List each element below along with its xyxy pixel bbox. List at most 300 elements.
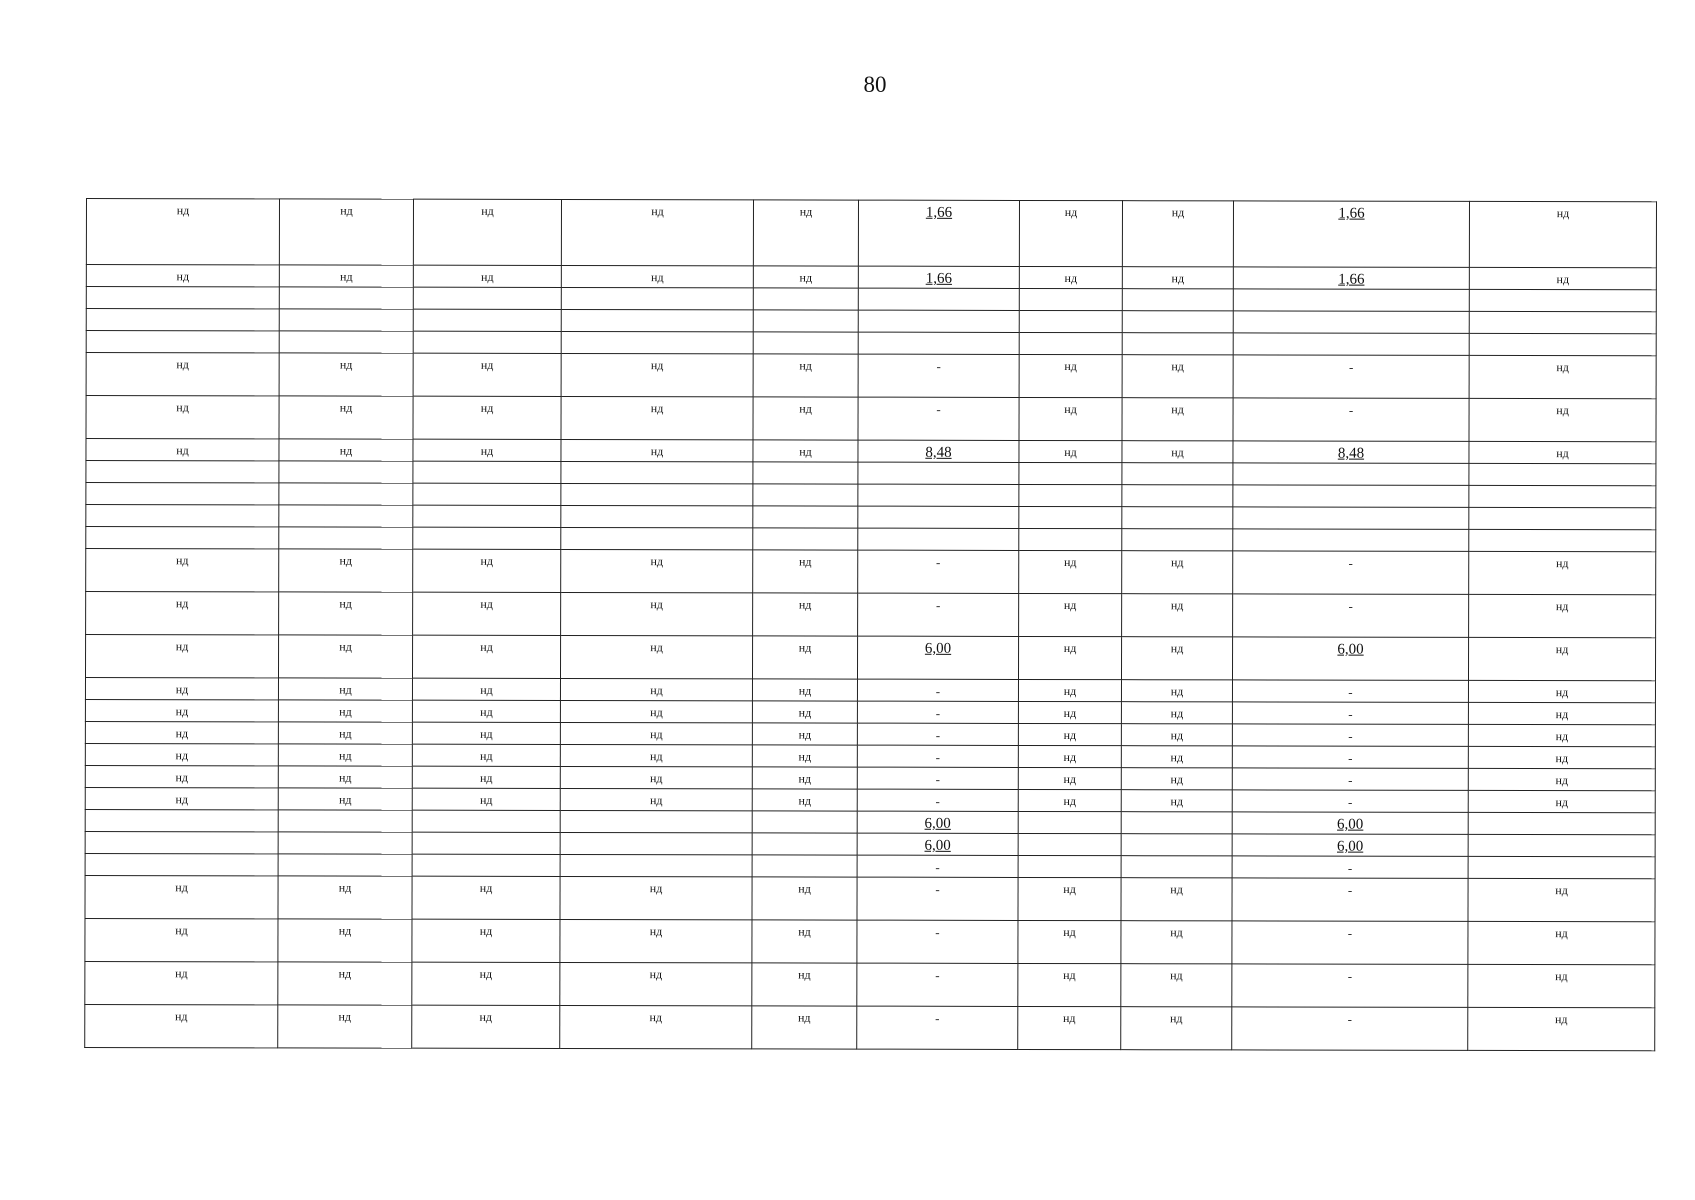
- table-cell-c6: [857, 745, 1018, 767]
- cell-value: 8,48: [925, 444, 952, 461]
- cell-value: -: [1348, 794, 1353, 810]
- cell-value: нд: [1170, 925, 1183, 940]
- cell-value: [87, 331, 279, 335]
- cell-value: нд: [1063, 925, 1076, 940]
- cell-value: [414, 288, 561, 292]
- table-cell-c1: [85, 765, 278, 787]
- cell-value: [413, 811, 560, 815]
- table-cell-c7: [1019, 528, 1122, 550]
- cell-value: -: [935, 683, 941, 699]
- table-cell-c6: [857, 1006, 1018, 1049]
- cell-value: [1234, 289, 1469, 293]
- cell-value: нд: [1170, 794, 1184, 809]
- table-cell-c5: [753, 462, 858, 484]
- cell-value: -: [935, 859, 940, 875]
- table-cell-c4: [561, 396, 753, 439]
- table-cell-c10: [1468, 680, 1655, 702]
- table-cell-c6: [858, 354, 1019, 397]
- table-cell-c5: [752, 855, 857, 877]
- cell-value: -: [935, 1010, 940, 1026]
- cell-value: -: [1347, 860, 1353, 876]
- cell-value: нд: [339, 400, 353, 415]
- table-cell-c8: [1121, 746, 1232, 768]
- cell-value: нд: [798, 683, 812, 698]
- cell-value: нд: [175, 704, 189, 719]
- cell-value: [1019, 485, 1121, 489]
- table-cell-c10: [1469, 529, 1656, 551]
- table-cell-c4: [560, 635, 752, 678]
- cell-value: нд: [175, 553, 189, 568]
- table-cell-c5: [752, 877, 857, 920]
- cell-value: нд: [1063, 882, 1076, 897]
- cell-value: [1469, 530, 1655, 534]
- table-cell-c1: [86, 331, 279, 353]
- table-cell-c6: [857, 679, 1018, 701]
- cell-value: [1020, 333, 1122, 337]
- table-body: [85, 199, 1657, 1051]
- table-cell-c10: [1469, 201, 1656, 267]
- cell-value: нд: [1556, 446, 1569, 461]
- cell-value: нд: [480, 639, 493, 654]
- table-cell-c2: [278, 1005, 412, 1048]
- cell-value: нд: [480, 400, 494, 415]
- table-cell-c4: [560, 810, 752, 832]
- cell-value: [280, 331, 413, 335]
- cell-value: 6,00: [1337, 816, 1364, 833]
- cell-value: нд: [1556, 403, 1569, 418]
- table-cell-c7: [1018, 745, 1121, 767]
- cell-value: 8,48: [1337, 445, 1365, 462]
- cell-value: нд: [1063, 794, 1077, 809]
- cell-value: нд: [650, 401, 664, 416]
- cell-value: [1122, 463, 1232, 467]
- cell-value: нд: [799, 358, 812, 373]
- cell-value: [86, 854, 278, 858]
- cell-value: нд: [1555, 926, 1568, 941]
- table-cell-c1: [85, 961, 278, 1004]
- cell-value: [86, 832, 278, 836]
- table-cell-c5: [752, 767, 857, 789]
- table-cell-c2: [278, 919, 412, 962]
- cell-value: -: [1348, 555, 1353, 571]
- table-cell-c6: [857, 855, 1018, 877]
- cell-value: нд: [175, 966, 188, 981]
- table-cell-c3: [412, 700, 560, 722]
- table-row: [85, 875, 1655, 921]
- cell-value: [1469, 813, 1655, 817]
- cell-value: [858, 507, 1018, 511]
- table-cell-c5: [752, 1006, 857, 1049]
- cell-value: [1233, 485, 1468, 489]
- table-row: [86, 461, 1656, 486]
- table-cell-c10: [1468, 768, 1655, 790]
- table-cell-c3: [413, 287, 561, 309]
- table-cell-c2: [278, 788, 412, 810]
- cell-value: нд: [176, 203, 190, 218]
- table-cell-c1: [85, 918, 278, 961]
- table-cell-c7: [1019, 310, 1122, 332]
- table-cell-c8: [1122, 551, 1233, 594]
- table-cell-c1: [86, 549, 279, 592]
- cell-value: нд: [339, 726, 352, 741]
- table-cell-c9: [1233, 398, 1469, 441]
- table-cell-c10: [1468, 724, 1655, 746]
- table-cell-c9: [1232, 724, 1468, 746]
- cell-value: нд: [175, 639, 189, 654]
- cell-value: [1019, 463, 1121, 467]
- table-row: [85, 918, 1655, 964]
- table-cell-c3: [413, 309, 561, 331]
- cell-value: нд: [798, 967, 811, 982]
- table-cell-c4: [560, 832, 752, 854]
- cell-value: [1469, 835, 1655, 839]
- cell-value: [562, 310, 753, 314]
- table-row: [85, 699, 1655, 724]
- table-cell-c5: [753, 528, 858, 550]
- table-cell-c2: [278, 722, 412, 744]
- table-cell-c5: [752, 789, 857, 811]
- cell-value: [413, 855, 560, 859]
- table-cell-c3: [412, 766, 560, 788]
- cell-value: 6,00: [924, 837, 951, 854]
- cell-value: нд: [338, 966, 352, 981]
- cell-value: [86, 810, 278, 814]
- table-cell-c1: [85, 831, 278, 853]
- table-cell-c2: [278, 854, 412, 876]
- cell-value: нд: [1555, 642, 1569, 657]
- cell-value: -: [1347, 968, 1353, 984]
- cell-value: [280, 287, 413, 291]
- table-cell-c5: [752, 920, 857, 963]
- cell-value: нд: [479, 923, 493, 938]
- table-cell-c9: [1233, 529, 1469, 551]
- cell-value: [858, 485, 1018, 489]
- cell-value: нд: [650, 727, 663, 742]
- cell-value: нд: [1064, 359, 1077, 374]
- data-table-container: [84, 198, 1656, 1051]
- cell-value: -: [935, 705, 941, 721]
- table-cell-c6: [858, 506, 1019, 528]
- table-cell-c9: [1232, 964, 1468, 1007]
- cell-value: [1470, 290, 1656, 294]
- cell-value: нд: [1063, 706, 1077, 721]
- cell-value: нд: [175, 596, 189, 611]
- cell-value: нд: [479, 880, 493, 895]
- table-cell-c1: [85, 635, 278, 678]
- table-cell-c3: [413, 592, 561, 635]
- table-cell-c9: [1233, 267, 1469, 289]
- cell-value: [561, 833, 752, 837]
- table-cell-c9: [1233, 333, 1469, 355]
- table-cell-c7: [1018, 877, 1121, 920]
- table-cell-c6: [858, 484, 1019, 506]
- table-cell-c8: [1122, 289, 1233, 311]
- cell-value: нд: [338, 792, 352, 807]
- cell-value: нд: [651, 204, 664, 219]
- cell-value: [859, 289, 1019, 293]
- table-cell-c9: [1233, 594, 1469, 637]
- cell-value: нд: [798, 924, 811, 939]
- cell-value: [561, 506, 752, 510]
- cell-value: нд: [1555, 556, 1569, 571]
- table-row: [85, 1004, 1655, 1050]
- cell-value: [86, 483, 278, 487]
- table-cell-c3: [413, 461, 561, 483]
- cell-value: нд: [649, 967, 663, 982]
- cell-value: -: [1347, 1011, 1352, 1027]
- table-cell-c10: [1469, 311, 1656, 333]
- cell-value: нд: [799, 270, 813, 285]
- table-cell-c10: [1469, 398, 1656, 441]
- table-cell-c3: [413, 331, 561, 353]
- table-cell-c3: [413, 199, 561, 265]
- table-cell-c4: [561, 265, 753, 287]
- table-cell-c3: [413, 439, 561, 461]
- table-cell-c6: [858, 288, 1019, 310]
- table-row: [86, 483, 1656, 508]
- table-cell-c6: [857, 920, 1018, 963]
- table-cell-c10: [1468, 1007, 1655, 1050]
- cell-value: -: [1348, 359, 1354, 375]
- cell-value: нд: [649, 1010, 663, 1025]
- cell-value: нд: [175, 682, 189, 697]
- table-cell-c4: [560, 700, 752, 722]
- table-cell-c7: [1018, 636, 1121, 679]
- cell-value: [754, 332, 858, 336]
- table-cell-c6: [858, 332, 1019, 354]
- table-cell-c4: [561, 461, 753, 483]
- table-cell-c2: [279, 592, 413, 635]
- table-cell-c9: [1232, 921, 1468, 964]
- data-table: [84, 198, 1657, 1051]
- cell-value: нд: [481, 203, 494, 218]
- cell-value: нд: [651, 270, 664, 285]
- table-row: [85, 831, 1655, 856]
- table-cell-c6: [857, 877, 1018, 920]
- table-cell-c8: [1121, 812, 1232, 834]
- table-cell-c7: [1019, 440, 1122, 462]
- cell-value: нд: [339, 357, 353, 372]
- cell-value: [413, 528, 560, 532]
- table-cell-c6: [857, 811, 1018, 833]
- cell-value: -: [935, 967, 940, 983]
- cell-value: нд: [338, 923, 352, 938]
- table-cell-c3: [412, 876, 560, 919]
- cell-value: [86, 505, 278, 509]
- cell-value: нд: [1555, 969, 1568, 984]
- cell-value: нд: [1171, 271, 1185, 286]
- cell-value: -: [935, 749, 941, 765]
- table-cell-c8: [1121, 834, 1232, 856]
- cell-value: нд: [1555, 883, 1568, 898]
- cell-value: нд: [798, 771, 812, 786]
- cell-value: нд: [1064, 205, 1078, 220]
- table-cell-c3: [412, 919, 560, 962]
- cell-value: нд: [650, 358, 664, 373]
- table-cell-c5: [753, 550, 858, 593]
- table-cell-c3: [412, 832, 560, 854]
- table-cell-c8: [1122, 594, 1233, 637]
- table-cell-c7: [1019, 200, 1122, 266]
- cell-value: нд: [1555, 707, 1569, 722]
- table-row: [86, 331, 1656, 356]
- table-cell-c1: [85, 787, 278, 809]
- cell-value: нд: [1555, 751, 1569, 766]
- cell-value: нд: [798, 727, 812, 742]
- cell-value: -: [935, 597, 941, 613]
- table-cell-c7: [1019, 550, 1122, 593]
- cell-value: нд: [649, 924, 663, 939]
- cell-value: [753, 833, 857, 837]
- table-cell-c2: [279, 549, 413, 592]
- cell-value: нд: [798, 881, 811, 896]
- cell-value: нд: [339, 639, 352, 654]
- table-cell-c6: [858, 310, 1019, 332]
- cell-value: нд: [1170, 684, 1184, 699]
- cell-value: нд: [1170, 1011, 1183, 1026]
- cell-value: [561, 855, 752, 859]
- table-cell-c10: [1468, 856, 1655, 878]
- cell-value: нд: [1555, 729, 1569, 744]
- table-row: [86, 287, 1656, 312]
- table-cell-c7: [1018, 811, 1121, 833]
- cell-value: [414, 310, 561, 314]
- table-cell-c7: [1019, 593, 1122, 636]
- table-cell-c5: [752, 833, 857, 855]
- table-cell-c10: [1469, 551, 1656, 594]
- table-cell-c6: [857, 963, 1018, 1006]
- table-row: [85, 743, 1655, 768]
- cell-value: нд: [1170, 750, 1184, 765]
- table-cell-c10: [1468, 746, 1655, 768]
- cell-value: нд: [480, 704, 493, 719]
- table-cell-c2: [279, 287, 413, 309]
- table-cell-c8: [1121, 790, 1232, 812]
- cell-value: [1020, 289, 1122, 293]
- table-cell-c6: [857, 701, 1018, 723]
- cell-value: -: [935, 771, 940, 787]
- cell-value: нд: [1555, 795, 1569, 810]
- cell-value: нд: [1063, 1011, 1076, 1026]
- cell-value: [753, 462, 857, 466]
- table-cell-c6: [858, 397, 1019, 440]
- table-row: [86, 396, 1656, 442]
- table-cell-c8: [1122, 398, 1233, 441]
- table-cell-c2: [279, 353, 413, 396]
- table-cell-c3: [412, 722, 560, 744]
- table-cell-c2: [279, 265, 413, 287]
- cell-value: [87, 287, 279, 291]
- cell-value: нд: [1171, 359, 1184, 374]
- cell-value: [1122, 834, 1232, 838]
- table-row: [86, 439, 1656, 464]
- cell-value: [1019, 529, 1121, 533]
- cell-value: [754, 288, 858, 292]
- cell-value: нд: [480, 553, 494, 568]
- table-cell-c7: [1018, 920, 1121, 963]
- cell-value: нд: [1556, 272, 1570, 287]
- cell-value: нд: [339, 770, 352, 785]
- table-cell-c7: [1018, 833, 1121, 855]
- table-cell-c8: [1121, 680, 1232, 702]
- table-cell-c9: [1232, 768, 1468, 790]
- table-cell-c4: [561, 287, 753, 309]
- table-cell-c4: [561, 199, 753, 265]
- cell-value: нд: [798, 749, 812, 764]
- table-row: [85, 721, 1655, 746]
- table-cell-c5: [752, 636, 857, 679]
- table-cell-c3: [413, 527, 561, 549]
- table-cell-c9: [1232, 834, 1468, 856]
- cell-value: [753, 506, 857, 510]
- cell-value: [1122, 812, 1232, 816]
- table-cell-c9: [1233, 201, 1469, 267]
- table-cell-c8: [1121, 921, 1232, 964]
- cell-value: [1122, 507, 1232, 511]
- table-cell-c6: [858, 528, 1019, 550]
- cell-value: нд: [650, 683, 663, 698]
- table-cell-c7: [1018, 767, 1121, 789]
- table-cell-c7: [1018, 855, 1121, 877]
- cell-value: нд: [340, 269, 353, 284]
- cell-value: нд: [1063, 968, 1076, 983]
- cell-value: [561, 462, 752, 466]
- table-cell-c7: [1019, 288, 1122, 310]
- cell-value: нд: [480, 770, 493, 785]
- cell-value: нд: [339, 553, 353, 568]
- cell-value: нд: [175, 792, 189, 807]
- table-cell-c4: [560, 678, 752, 700]
- table-cell-c2: [278, 832, 412, 854]
- cell-value: [1019, 856, 1121, 860]
- table-cell-c2: [278, 635, 412, 678]
- table-cell-c10: [1469, 355, 1656, 398]
- table-cell-c3: [413, 265, 561, 287]
- cell-value: нд: [1555, 685, 1569, 700]
- table-cell-c4: [561, 331, 753, 353]
- cell-value: [1469, 857, 1655, 861]
- table-cell-c2: [278, 876, 412, 919]
- cell-value: нд: [175, 1009, 188, 1024]
- cell-value: нд: [1556, 360, 1569, 375]
- table-cell-c6: [858, 550, 1019, 593]
- table-cell-c7: [1018, 679, 1121, 701]
- table-cell-c7: [1019, 397, 1122, 440]
- table-cell-c9: [1232, 680, 1468, 702]
- cell-value: [1469, 486, 1655, 490]
- cell-value: нд: [1063, 598, 1077, 613]
- table-cell-c5: [753, 200, 858, 266]
- table-cell-c8: [1122, 441, 1233, 463]
- table-cell-c4: [560, 766, 752, 788]
- cell-value: [413, 484, 560, 488]
- table-row: [85, 809, 1655, 834]
- cell-value: -: [1347, 882, 1353, 898]
- cell-value: нд: [1170, 882, 1183, 897]
- table-cell-c1: [86, 287, 279, 309]
- table-cell-c9: [1232, 878, 1468, 921]
- cell-value: нд: [1170, 728, 1184, 743]
- table-row: [85, 678, 1655, 703]
- table-cell-c10: [1469, 333, 1656, 355]
- table-row: [86, 199, 1656, 268]
- cell-value: [1470, 334, 1656, 338]
- table-cell-c1: [85, 743, 278, 765]
- cell-value: [86, 527, 278, 531]
- cell-value: -: [1348, 772, 1353, 788]
- table-cell-c2: [278, 678, 412, 700]
- table-cell-c9: [1232, 702, 1468, 724]
